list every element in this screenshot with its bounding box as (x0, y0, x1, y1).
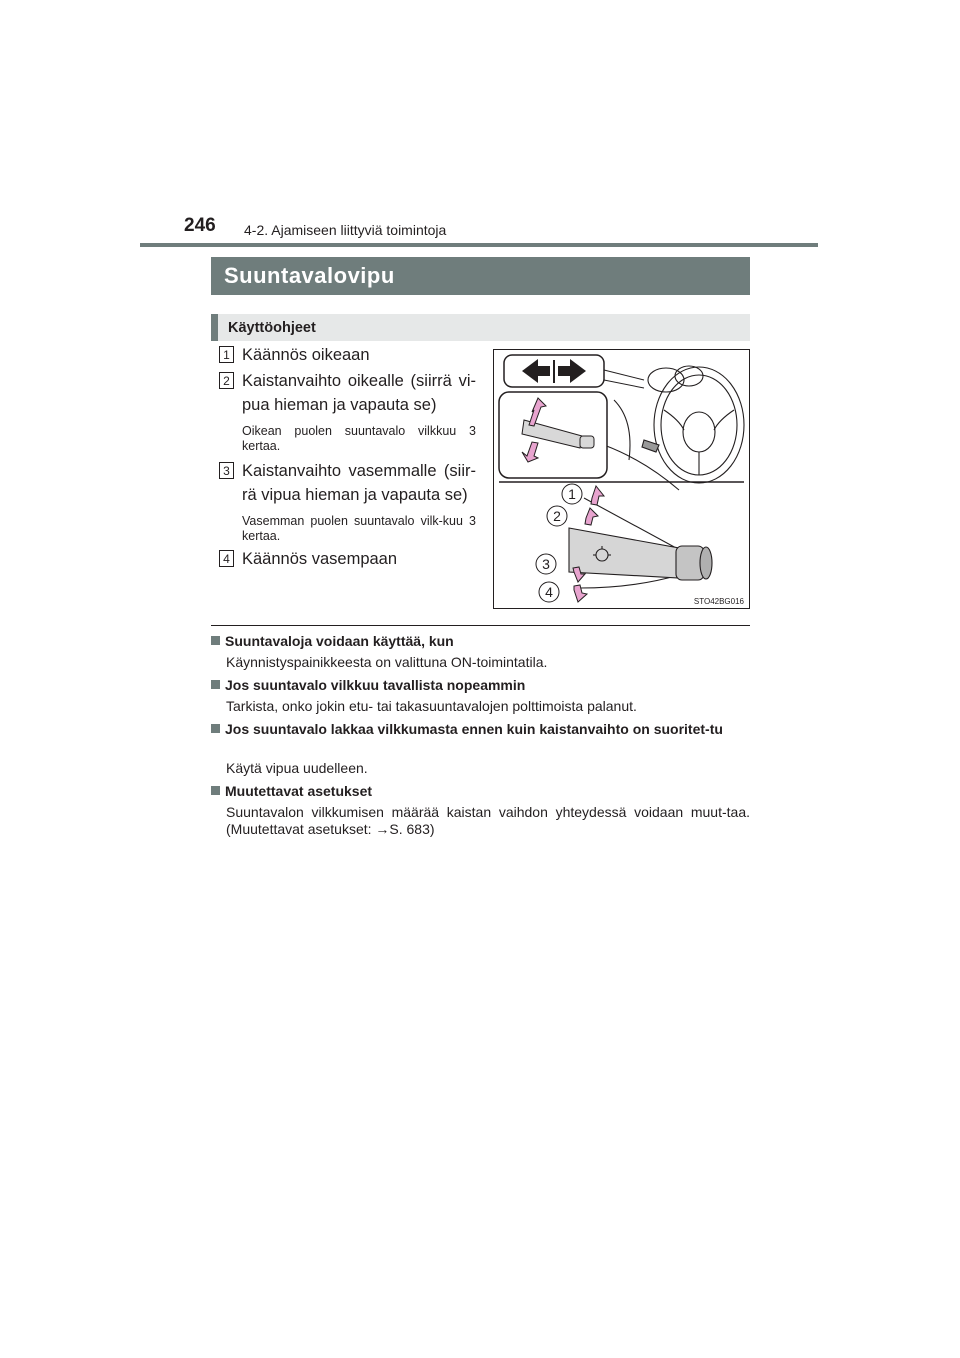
page-number: 246 (184, 215, 216, 236)
note-bullet-icon (211, 786, 220, 795)
turn-signal-lever-figure (493, 349, 750, 609)
item-text-4: Käännös vasempaan (242, 550, 398, 568)
figure-code: STO42BG016 (693, 597, 744, 606)
note-heading-3: Jos suuntavalo lakkaa vilkkumasta ennen kuin kaistanvaihto on suoritet-tu (211, 721, 751, 738)
notes-divider (211, 625, 750, 626)
section-title-bar (211, 257, 750, 295)
callout-label-1: 1 (568, 486, 576, 502)
note-body-1: Käynnistyspainikkeesta on valittuna ON-toimintatila. (226, 654, 548, 670)
note-body-3: Käytä vipua uudelleen. (226, 760, 368, 776)
note-bullet-icon (211, 636, 220, 645)
arrow-2-icon (585, 508, 598, 525)
item-text-1: Käännös oikeaan (242, 346, 370, 364)
note-bullet-icon (211, 724, 220, 733)
note-heading-4: Muutettavat asetukset (211, 783, 751, 800)
chapter-title: 4-2. Ajamiseen liittyviä toimintoja (244, 222, 447, 238)
note-body-2: Tarkista, onko jokin etu- tai takasuuntavalojen polttimoista palanut. (226, 698, 637, 714)
item-note-3: Vasemman puolen suuntavalo vilk-kuu 3 kertaa. (242, 514, 476, 543)
subsection-title: Käyttöohjeet (228, 319, 316, 336)
note-heading-1: Suuntavaloja voidaan käyttää, kun (211, 633, 751, 650)
item-number-2: 2 (219, 372, 234, 389)
note-body-4: Suuntavalon vilkkumisen määrää kaistan vaihdon yhteydessä voidaan muut-taa. (Muutettavat asetukset: →S. 683) (226, 804, 750, 837)
note-bullet-icon (211, 680, 220, 689)
callout-label-2: 2 (553, 508, 561, 524)
callout-label-4: 4 (545, 584, 553, 600)
item-text-3: Kaistanvaihto vasemmalle (siir-rä vipua hieman ja vapauta se) (242, 462, 476, 504)
note-heading-2: Jos suuntavalo vilkkuu tavallista nopeammin (211, 677, 751, 694)
header-divider (140, 243, 818, 247)
item-text-2: Kaistanvaihto oikealle (siirrä vi-pua hieman ja vapauta se) (242, 372, 476, 414)
item-number-3: 3 (219, 462, 234, 479)
subsection-bar (211, 314, 750, 341)
lever-illustration (494, 350, 749, 608)
arrow-1-icon (591, 486, 604, 505)
item-number-4: 4 (219, 550, 234, 567)
callout-label-3: 3 (542, 556, 550, 572)
item-note-2: Oikean puolen suuntavalo vilkkuu 3 kertaa. (242, 424, 476, 453)
item-number-1: 1 (219, 346, 234, 363)
section-title: Suuntavalovipu (224, 263, 395, 288)
